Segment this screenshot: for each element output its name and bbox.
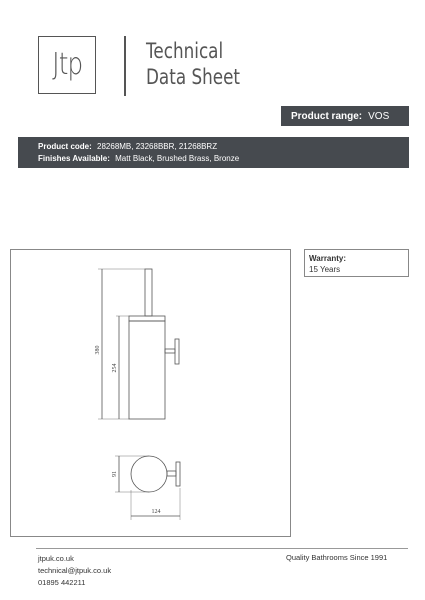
logo-text: Jtp [51,47,83,82]
dim-body-height: 254 [112,363,118,373]
footer-email[interactable]: technical@jtpuk.co.uk [38,566,112,575]
warranty-value: 15 Years [309,265,341,274]
product-range-value: VOS [368,110,390,122]
footer-divider [36,548,408,549]
brush-handle [145,269,152,316]
product-range-label: Product range: [291,110,363,122]
product-code-row [38,141,409,153]
holder-lid [129,316,165,321]
holder-body [129,321,165,419]
wall-arm [165,349,175,353]
technical-drawing [10,249,291,537]
footer-website[interactable]: jtpuk.co.uk [38,554,74,563]
footer-phone: 01895 442211 [38,578,86,587]
warranty-box [304,249,409,277]
jtp-logo [38,36,96,94]
product-code-value: 28268MB, 23268BBR, 21268BRZ [97,142,218,151]
holder-top-view [131,456,167,492]
footer-tagline: Quality Bathrooms Since 1991 [286,553,388,562]
finishes-row [38,153,409,165]
wall-plate [175,339,179,364]
dim-depth: 91 [112,471,118,477]
finishes-value: Matt Black, Brushed Brass, Bronze [115,154,240,163]
document-title [146,38,240,90]
finishes-label: Finishes Available: [38,154,110,163]
dim-total-height: 380 [95,345,101,355]
header-divider [124,36,126,96]
product-range-bar [281,106,409,126]
title-line-2: Data Sheet [146,65,241,89]
product-code-label: Product code: [38,142,92,151]
warranty-label: Warranty: [309,254,347,263]
footer-contacts [38,553,111,589]
product-info-bar [18,137,409,168]
drawing-svg [11,250,292,538]
title-line-1: Technical [146,39,224,63]
dim-width: 124 [151,509,161,515]
